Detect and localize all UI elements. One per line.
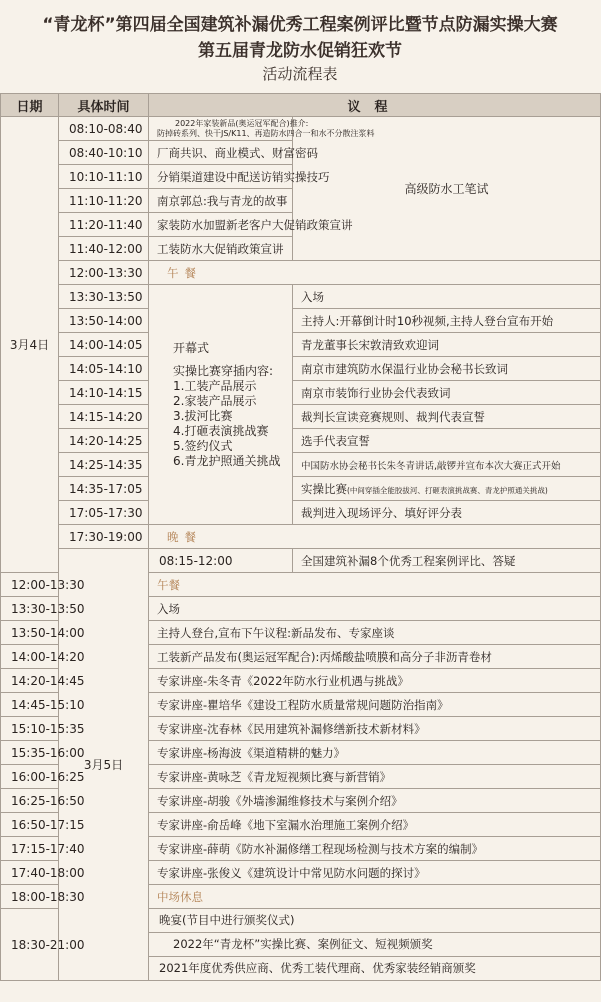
opening-ceremony-cell (149, 285, 293, 525)
agenda-cell: 裁判进入现场评分、填好评分表 (293, 501, 601, 525)
table-row (1, 381, 601, 405)
agenda-cell: 南京市装饰行业协会代表致词 (293, 381, 601, 405)
agenda-cell: 中国防水协会秘书长朱冬青讲话,敲锣并宣布本次大赛正式开始 (293, 453, 601, 477)
agenda-text: 防掉砖系列、快干JS/K11、再造防水四合一和水不分散注浆料 (157, 128, 375, 138)
gala-line: 2022年“青龙杯”实操比赛、案例征文、短视频颁奖 (149, 933, 600, 957)
time-cell: 18:00-18:30 (1, 885, 59, 909)
agenda-cell: 主持人登台,宣布下午议程:新品发布、专家座谈 (149, 621, 601, 645)
lunch-cell: 午餐 (149, 261, 601, 285)
schedule-subtitle: 活动流程表 (262, 65, 338, 83)
agenda-cell: 裁判长宣读竞赛规则、裁判代表宣誓 (293, 405, 601, 429)
column-header-time: 具体时间 (59, 94, 149, 117)
date-cell-day2: 3月5日 (59, 549, 149, 981)
agenda-cell: 专家讲座-薛萌《防水补漏修缮工程现场检测与技术方案的编制》 (149, 837, 601, 861)
date-cell-day1: 3月4日 (1, 117, 59, 573)
time-cell: 12:00-13:30 (59, 261, 149, 285)
gala-line: 2021年度优秀供应商、优秀工装代理商、优秀家装经销商颁奖 (159, 961, 476, 975)
time-cell: 16:25-16:50 (1, 789, 59, 813)
time-cell: 14:05-14:10 (59, 357, 149, 381)
time-cell: 17:15-17:40 (1, 837, 59, 861)
agenda-cell: 入场 (149, 597, 601, 621)
time-cell: 11:40-12:00 (59, 237, 149, 261)
time-cell: 16:50-17:15 (1, 813, 59, 837)
opening-item: 3.拔河比赛 (173, 408, 233, 423)
time-cell: 14:10-14:15 (59, 381, 149, 405)
time-cell: 14:00-14:20 (1, 645, 59, 669)
agenda-cell: 专家讲座-杨海波《渠道精耕的魅力》 (149, 741, 601, 765)
agenda-cell: 全国建筑补漏8个优秀工程案例评比、答疑 (293, 549, 601, 573)
time-cell: 14:45-15:10 (1, 693, 59, 717)
table-row (1, 453, 601, 477)
agenda-cell: 选手代表宣誓 (293, 429, 601, 453)
side-note-cell: 高级防水工笔试 (293, 117, 601, 261)
agenda-cell (149, 117, 375, 141)
table-row (1, 429, 601, 453)
agenda-cell: 专家讲座-朱冬青《2022年防水行业机遇与挑战》 (149, 669, 601, 693)
table-row (1, 309, 601, 333)
agenda-cell: 专家讲座-张俊义《建筑设计中常见防水问题的探讨》 (149, 861, 601, 885)
table-row (1, 357, 601, 381)
table-row (1, 117, 601, 141)
agenda-text: 2022年家装新品(奥运冠军配合)推介: (175, 118, 309, 128)
agenda-cell: 专家讲座-沈春林《民用建筑补漏修缮新技术新材料》 (149, 717, 601, 741)
agenda-cell: 工装防水大促销政策宣讲 (149, 237, 293, 261)
opening-item: 2.家装产品展示 (173, 393, 257, 408)
event-title-line2: 第五届青龙防水促销狂欢节 (198, 41, 402, 61)
agenda-cell: 专家讲座-黄咏芝《青龙短视频比赛与新营销》 (149, 765, 601, 789)
agenda-text: 实操比赛 (301, 481, 347, 496)
opening-item: 6.青龙护照通关挑战 (173, 453, 281, 468)
schedule-header (0, 0, 600, 93)
agenda-cell: 专家讲座-胡骏《外墙渗漏维修技术与案例介绍》 (149, 789, 601, 813)
time-cell: 13:50-14:00 (59, 309, 149, 333)
table-row (1, 285, 601, 309)
lunch-cell: 午餐 (149, 573, 601, 597)
agenda-cell: 厂商共识、商业模式、财富密码 (149, 141, 293, 165)
time-cell: 14:15-14:20 (59, 405, 149, 429)
time-cell: 10:10-11:10 (59, 165, 149, 189)
time-cell: 12:00-13:30 (1, 573, 59, 597)
agenda-cell: 南京市建筑防水保温行业协会秘书长致词 (293, 357, 601, 381)
agenda-note: (中间穿插全能胶拔河、打砸表演挑战赛、青龙护照通关挑战) (347, 485, 548, 495)
time-cell: 15:35-16:00 (1, 741, 59, 765)
opening-title: 开幕式 (173, 340, 210, 355)
time-cell: 14:20-14:25 (59, 429, 149, 453)
time-cell: 11:20-11:40 (59, 213, 149, 237)
time-cell: 13:50-14:00 (1, 621, 59, 645)
time-cell: 08:10-08:40 (59, 117, 149, 141)
agenda-cell: 专家讲座-俞岳峰《地下室漏水治理施工案例介绍》 (149, 813, 601, 837)
table-row (1, 549, 601, 573)
table-row (1, 501, 601, 525)
time-cell: 08:40-10:10 (59, 141, 149, 165)
time-cell: 14:25-14:35 (59, 453, 149, 477)
time-cell: 17:05-17:30 (59, 501, 149, 525)
event-title-line1: “青龙杯”第四届全国建筑补漏优秀工程案例评比暨节点防漏实操大赛 (42, 15, 558, 35)
table-row (1, 261, 601, 285)
column-header-agenda: 议程 (149, 94, 601, 117)
table-row (1, 525, 601, 549)
agenda-cell: 主持人:开幕倒计时10秒视频,主持人登台宣布开始 (293, 309, 601, 333)
time-cell: 17:30-19:00 (59, 525, 149, 549)
table-row (1, 477, 601, 501)
agenda-cell: 专家讲座-瞿培华《建设工程防水质量常规问题防治指南》 (149, 693, 601, 717)
time-cell: 17:40-18:00 (1, 861, 59, 885)
time-cell: 14:00-14:05 (59, 333, 149, 357)
time-cell: 13:30-13:50 (1, 597, 59, 621)
table-header-row (1, 94, 601, 117)
time-cell: 11:10-11:20 (59, 189, 149, 213)
agenda-cell: 分销渠道建设中配送访销实操技巧 (149, 165, 293, 189)
table-row (1, 405, 601, 429)
time-cell: 08:15-12:00 (149, 549, 293, 573)
agenda-cell: 入场 (293, 285, 601, 309)
gala-line: 晚宴(节目中进行颁奖仪式) (149, 909, 600, 933)
agenda-cell (293, 477, 601, 501)
agenda-cell: 南京郭总:我与青龙的故事 (149, 189, 293, 213)
schedule-table (0, 93, 601, 981)
column-header-date: 日期 (1, 94, 59, 117)
agenda-cell: 工装新产品发布(奥运冠军配合):丙烯酸盐喷膜和高分子非沥青卷材 (149, 645, 601, 669)
time-cell: 18:30-21:00 (1, 909, 59, 981)
agenda-cell: 家装防水加盟新老客户大促销政策宣讲 (149, 213, 293, 237)
opening-subtitle: 实操比赛穿插内容: (173, 363, 274, 378)
opening-item: 4.打砸表演挑战赛 (173, 423, 269, 438)
opening-item: 1.工装产品展示 (173, 378, 257, 393)
time-cell: 14:35-17:05 (59, 477, 149, 501)
dinner-cell: 晚餐 (149, 525, 601, 549)
break-cell: 中场休息 (149, 885, 601, 909)
table-row (1, 333, 601, 357)
time-cell: 13:30-13:50 (59, 285, 149, 309)
opening-item: 5.签约仪式 (173, 438, 233, 453)
gala-cell (149, 909, 601, 981)
time-cell: 15:10-15:35 (1, 717, 59, 741)
time-cell: 16:00-16:25 (1, 765, 59, 789)
agenda-cell: 青龙董事长宋敦清致欢迎词 (293, 333, 601, 357)
time-cell: 14:20-14:45 (1, 669, 59, 693)
